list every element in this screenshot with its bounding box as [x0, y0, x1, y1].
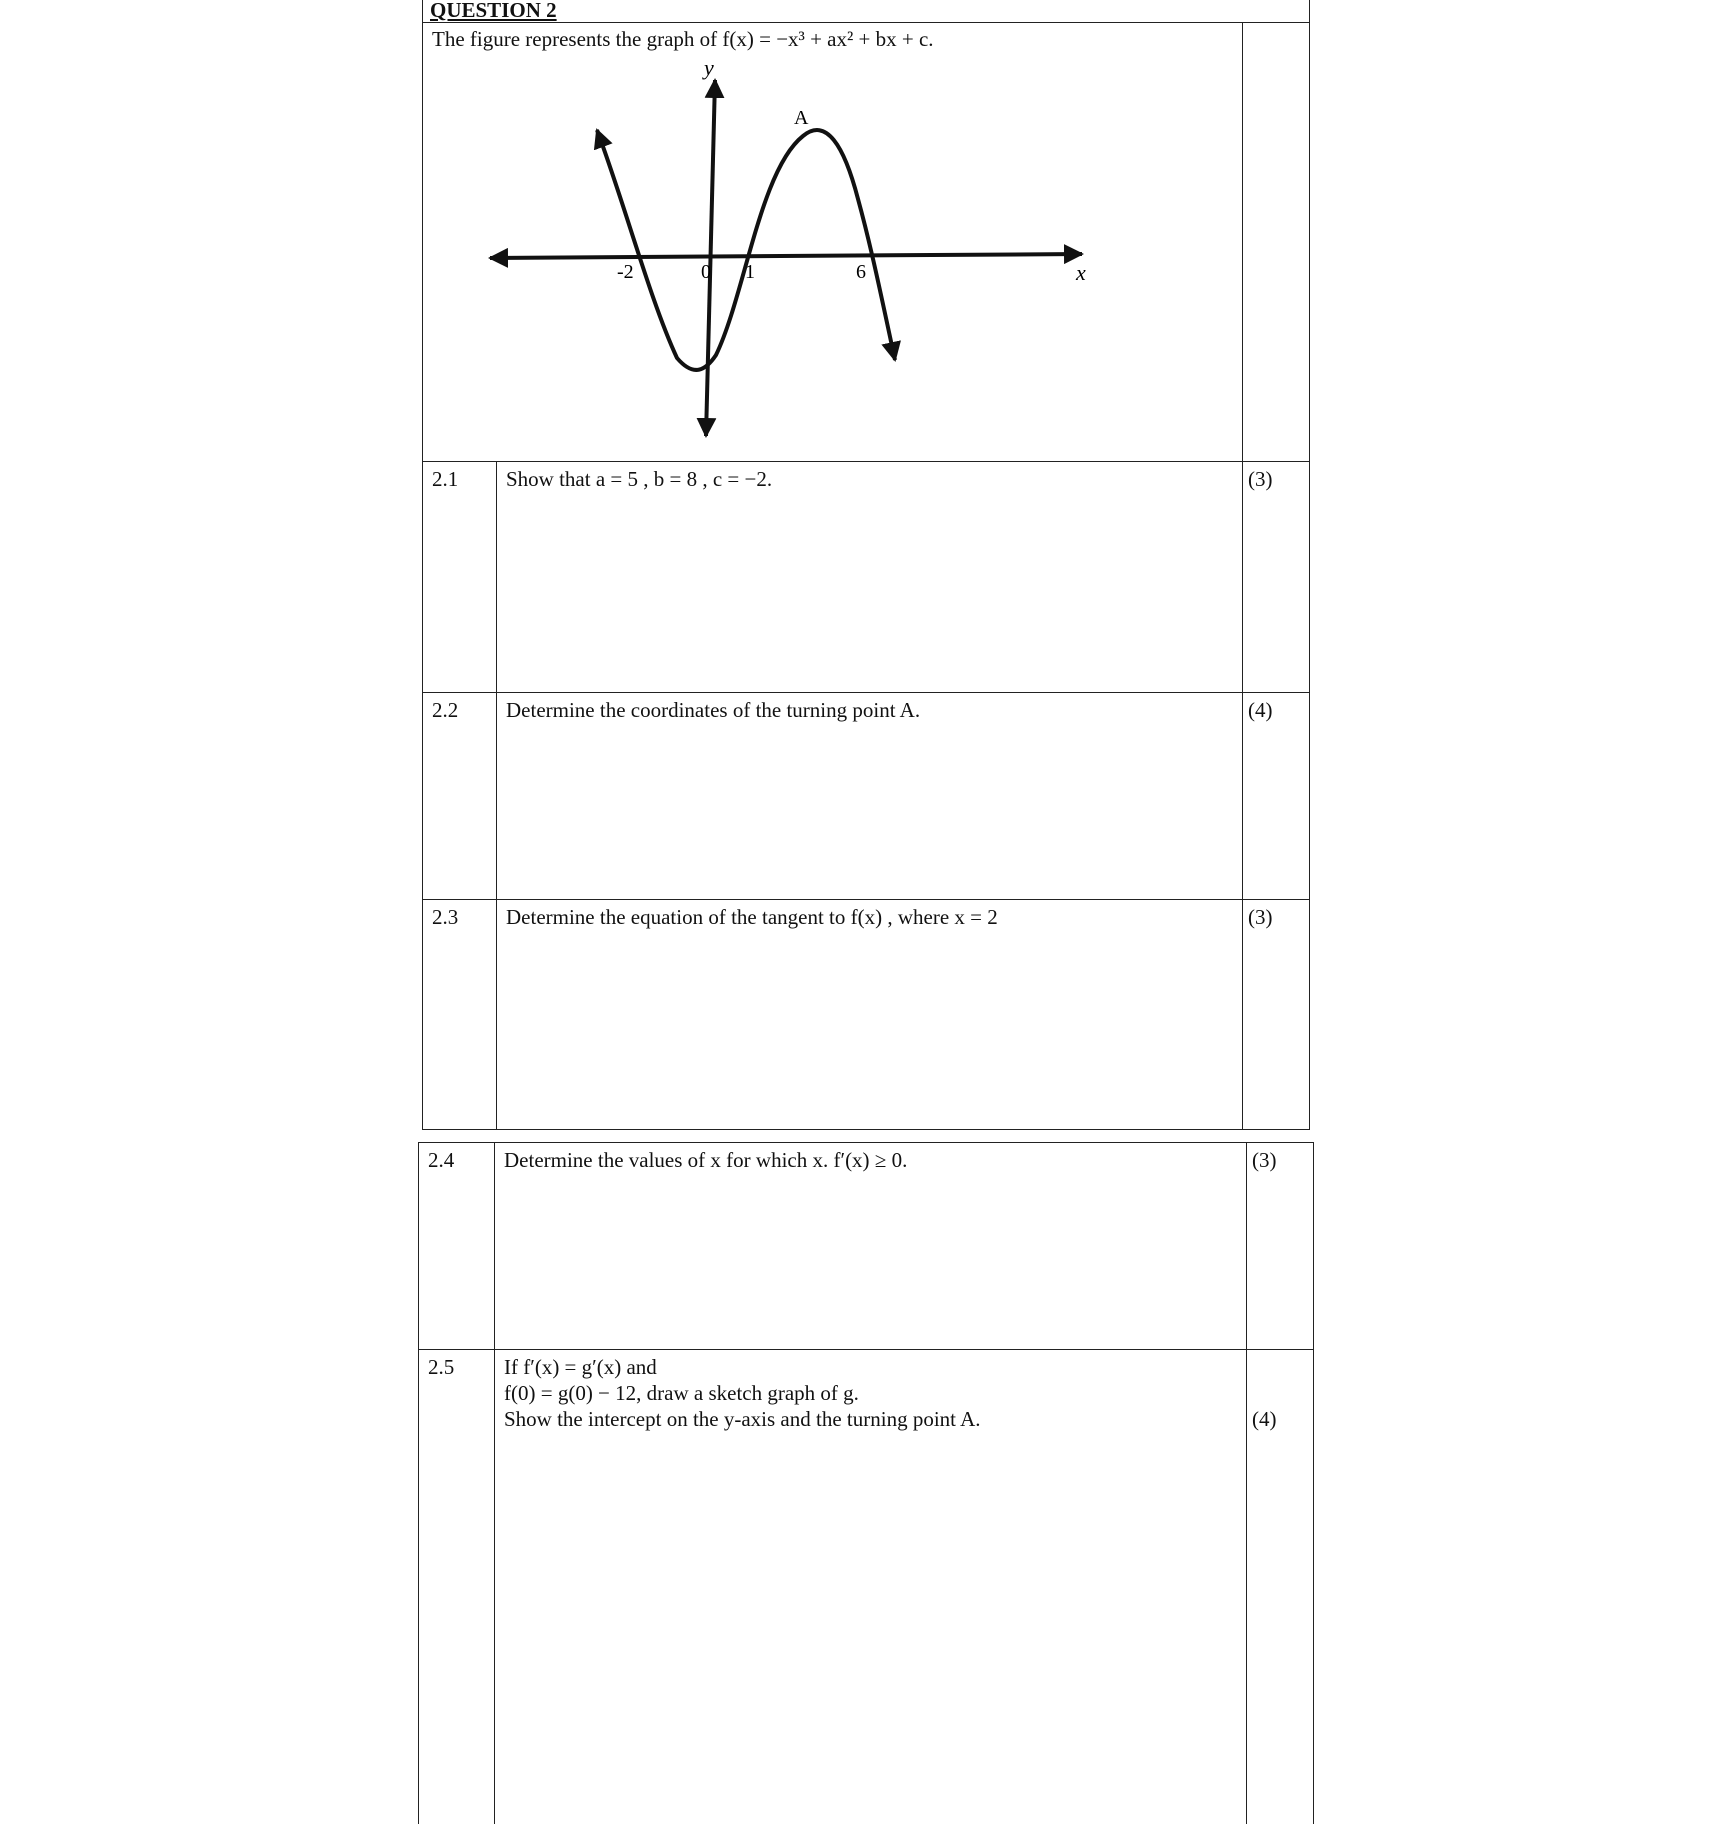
item-marks-2-4: (3): [1252, 1148, 1277, 1172]
table2-rule-marks-col: [1246, 1142, 1247, 1824]
item-marks-2-1: (3): [1248, 467, 1273, 491]
item-marks-2-2: (4): [1248, 698, 1273, 722]
table2-rule-num-col: [494, 1142, 495, 1824]
tick-label-0: 0: [701, 261, 711, 283]
tick-label-neg2: -2: [617, 261, 634, 283]
item-text-2-3: Determine the equation of the tangent to f(x) , where x = 2: [506, 905, 998, 929]
item-text-2-2: Determine the coordinates of the turning point A.: [506, 698, 921, 722]
item-text-2-5-line1: If f′(x) = g′(x) and: [504, 1355, 657, 1379]
item-number-2-2: 2.2: [432, 698, 459, 722]
item-marks-2-3: (3): [1248, 905, 1273, 929]
curve-f: [597, 130, 895, 370]
table1-rule-bottom: [422, 1129, 1310, 1130]
cubic-graph: [0, 0, 1728, 470]
table2-rule-right: [1313, 1142, 1314, 1824]
item-marks-2-5: (4): [1252, 1407, 1277, 1431]
item-number-2-3: 2.3: [432, 905, 459, 929]
question-intro: The figure represents the graph of f(x) = −x³ + ax² + bx + c.: [432, 27, 934, 51]
question-title: QUESTION 2: [430, 0, 557, 22]
table1-rule-row3: [422, 899, 1310, 900]
item-number-2-4: 2.4: [428, 1148, 455, 1172]
x-axis: [490, 254, 1082, 258]
table2-rule-top: [418, 1142, 1314, 1143]
item-text-2-5-line2: f(0) = g(0) − 12, draw a sketch graph of g.: [504, 1381, 859, 1405]
table2-rule-left: [418, 1142, 419, 1824]
x-axis-label: x: [1076, 260, 1086, 285]
turning-point-label: A: [794, 107, 809, 129]
tick-label-1: 1: [745, 261, 755, 283]
item-number-2-5: 2.5: [428, 1355, 455, 1379]
item-text-2-4: Determine the values of x for which x. f′(x) ≥ 0.: [504, 1148, 908, 1172]
item-text-2-1: Show that a = 5 , b = 8 , c = −2.: [506, 467, 773, 491]
item-number-2-1: 2.1: [432, 467, 459, 491]
item-text-2-5-line3: Show the intercept on the y-axis and the turning point A.: [504, 1407, 981, 1431]
table2-rule-row1: [418, 1349, 1314, 1350]
table1-rule-row2: [422, 692, 1310, 693]
tick-label-6: 6: [856, 261, 866, 283]
table1-rule-num-col: [496, 461, 497, 1130]
y-axis-label: y: [704, 55, 714, 80]
